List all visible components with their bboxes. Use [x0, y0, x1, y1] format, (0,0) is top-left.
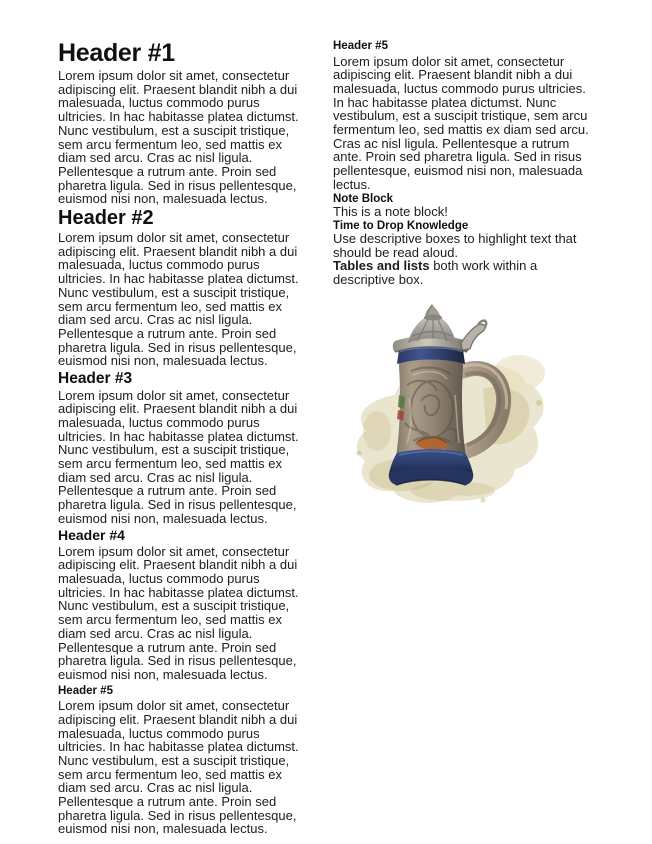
descriptive-box-bold-lead: Tables and lists	[333, 258, 430, 274]
note-block-title: Note Block	[333, 192, 394, 205]
heading-5: Header #5	[333, 40, 388, 52]
heading-1: Header #1	[58, 39, 175, 67]
right-column	[333, 40, 589, 513]
beer-stein-illustration	[333, 303, 589, 513]
descriptive-box-text	[333, 259, 589, 286]
beer-stein-svg	[333, 303, 589, 513]
section-paragraph: Lorem ipsum dolor sit amet, consectetur adipiscing elit. Praesent blandit nibh a dui malesuada, luctus commodo purus ultricies. In hac habitasse platea dictumst. Nunc vestibulum, est a suscipit tristique, sem arcu fermentum leo, sed mattis ex diam sed arcu. Cras ac nisl ligula. Pellentesque a rutrum ante. Proin sed pharetra ligula. Sed in risus pellentesque, euismod nisi non, malesuada lectus.	[58, 543, 299, 682]
section-header-5-left	[58, 685, 310, 837]
knowledge-block-text: Use descriptive boxes to highlight text that should be read aloud.	[333, 230, 577, 260]
section-paragraph: Lorem ipsum dolor sit amet, consectetur adipiscing elit. Praesent blandit nibh a dui malesuada, luctus commodo purus ultricies. In hac habitasse platea dictumst. Nunc vestibulum, est a suscipit tristique, sem arcu fermentum leo, sed mattis ex diam sed arcu. Cras ac nisl ligula. Pellentesque a rutrum ante. Proin sed pharetra ligula. Sed in risus pellentesque, euismod nisi non, malesuada lectus.	[333, 53, 589, 192]
section-paragraph: Lorem ipsum dolor sit amet, consectetur adipiscing elit. Praesent blandit nibh a dui malesuada, luctus commodo purus ultricies. In hac habitasse platea dictumst. Nunc vestibulum, est a suscipit tristique, sem arcu fermentum leo, sed mattis ex diam sed arcu. Cras ac nisl ligula. Pellentesque a rutrum ante. Proin sed pharetra ligula. Sed in risus pellentesque, euismod nisi non, malesuada lectus.	[58, 698, 299, 837]
section-paragraph: Lorem ipsum dolor sit amet, consectetur adipiscing elit. Praesent blandit nibh a dui malesuada, luctus commodo purus ultricies. In hac habitasse platea dictumst. Nunc vestibulum, est a suscipit tristique, sem arcu fermentum leo, sed mattis ex diam sed arcu. Cras ac nisl ligula. Pellentesque a rutrum ante. Proin sed pharetra ligula. Sed in risus pellentesque, euismod nisi non, malesuada lectus.	[58, 68, 299, 207]
left-column	[58, 40, 310, 836]
section-paragraph: Lorem ipsum dolor sit amet, consectetur adipiscing elit. Praesent blandit nibh a dui malesuada, luctus commodo purus ultricies. In hac habitasse platea dictumst. Nunc vestibulum, est a suscipit tristique, sem arcu fermentum leo, sed mattis ex diam sed arcu. Cras ac nisl ligula. Pellentesque a rutrum ante. Proin sed pharetra ligula. Sed in risus pellentesque, euismod nisi non, malesuada lectus.	[58, 230, 299, 369]
section-header-4	[58, 528, 310, 682]
note-block-text: This is a note block!	[333, 203, 448, 219]
section-header-5-right	[333, 40, 589, 192]
section-header-1	[58, 40, 310, 206]
heading-3: Header #3	[58, 370, 133, 388]
knowledge-block-title: Time to Drop Knowledge	[333, 219, 469, 232]
heading-5: Header #5	[58, 684, 113, 697]
heading-2: Header #2	[58, 207, 154, 230]
section-header-3	[58, 371, 310, 526]
section-header-2	[58, 208, 310, 368]
descriptive-box-rest: both work within a descriptive box.	[333, 258, 538, 287]
heading-4: Header #4	[58, 526, 125, 543]
section-paragraph: Lorem ipsum dolor sit amet, consectetur adipiscing elit. Praesent blandit nibh a dui malesuada, luctus commodo purus ultricies. In hac habitasse platea dictumst. Nunc vestibulum, est a suscipit tristique, sem arcu fermentum leo, sed mattis ex diam sed arcu. Cras ac nisl ligula. Pellentesque a rutrum ante. Proin sed pharetra ligula. Sed in risus pellentesque, euismod nisi non, malesuada lectus.	[58, 387, 299, 526]
